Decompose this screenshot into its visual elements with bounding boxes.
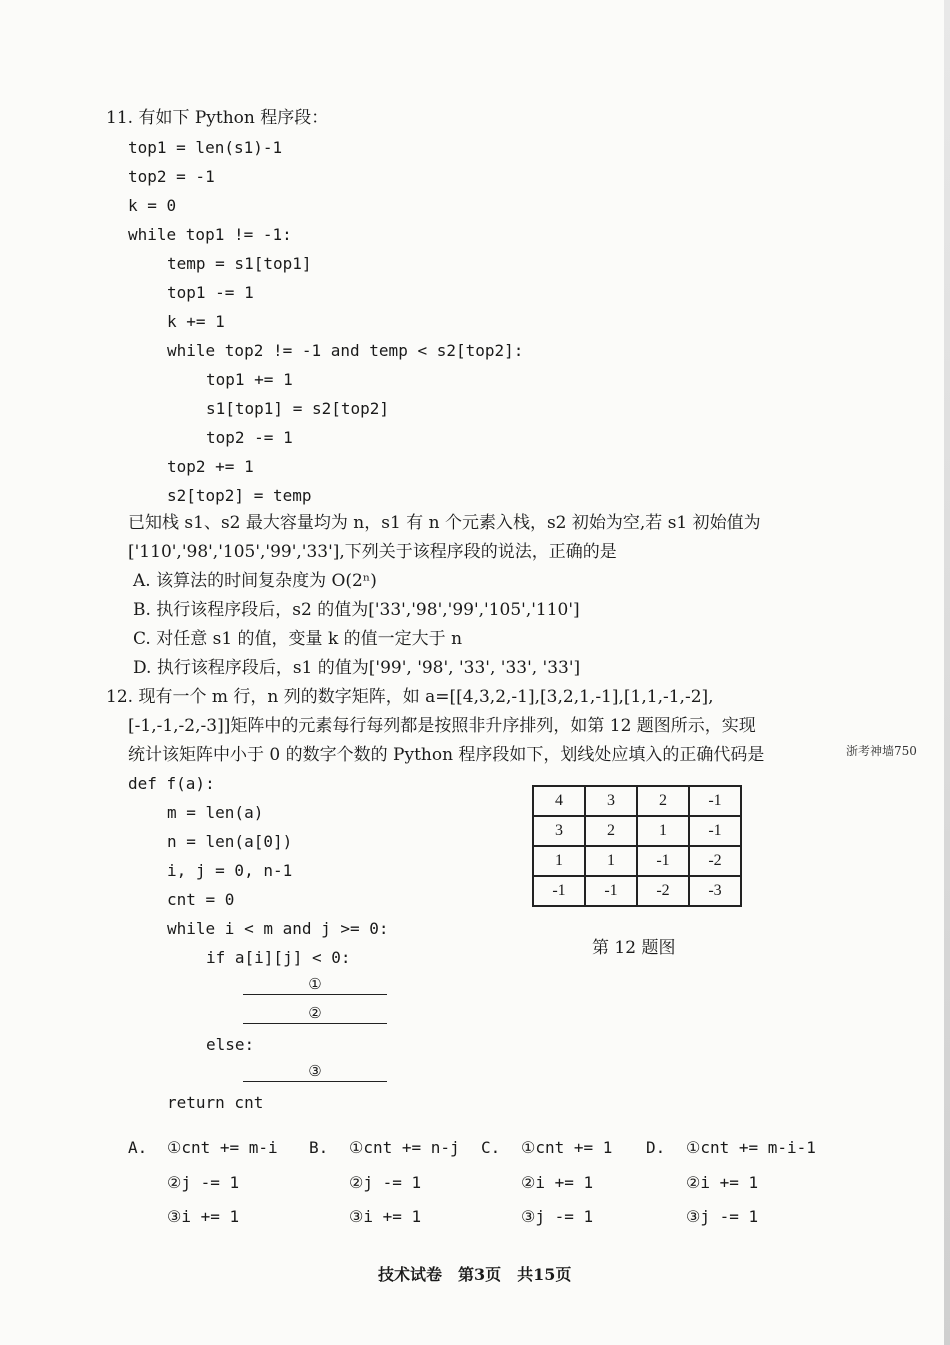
answer-blank-1: ①: [243, 974, 387, 995]
choice-d-letter: D.: [646, 1138, 666, 1157]
q11-code-line: top2 = -1: [128, 167, 215, 186]
q11-code-line: top1 += 1: [206, 370, 293, 389]
matrix-row: [533, 816, 741, 846]
q11-code-line: top1 -= 1: [167, 283, 254, 302]
q11-description: 已知栈 s1、s2 最大容量均为 n，s1 有 n 个元素入栈，s2 初始为空,若 s1 初始值为: [128, 513, 761, 533]
choice-a-letter: A.: [128, 1138, 148, 1157]
watermark-note: 浙考神墙750: [846, 744, 917, 758]
matrix-cell: -1: [585, 876, 637, 906]
choice-a-line3: ③i += 1: [167, 1207, 240, 1226]
matrix-cell: 1: [533, 846, 585, 876]
answer-blank-2: ②: [243, 1003, 387, 1024]
matrix-row: [533, 876, 741, 906]
choice-d-line3: ③j -= 1: [686, 1207, 759, 1226]
matrix-row: [533, 846, 741, 876]
matrix-cell: 1: [585, 846, 637, 876]
choice-d-line1: ①cnt += m-i-1: [686, 1138, 816, 1157]
matrix-cell: -2: [637, 876, 689, 906]
q12-stem: 统计该矩阵中小于 0 的数字个数的 Python 程序段如下，划线处应填入的正确代码是: [128, 745, 765, 765]
choice-c-letter: C.: [481, 1138, 501, 1157]
matrix-row: [533, 786, 741, 816]
q12-stem: [-1,-1,-2,-3]]矩阵中的元素每行每列都是按照非升序排列，如第 12 题图所示，实现: [128, 716, 756, 736]
q11-title: 11. 有如下 Python 程序段：: [106, 108, 329, 128]
matrix-cell: -1: [689, 786, 741, 816]
matrix-cell: -2: [689, 846, 741, 876]
choice-a-line1: ①cnt += m-i: [167, 1138, 278, 1157]
q12-code-line: if a[i][j] < 0:: [206, 948, 351, 967]
q11-code-line: temp = s1[top1]: [167, 254, 312, 273]
q12-code-line: i, j = 0, n-1: [167, 861, 293, 880]
q12-code-line: n = len(a[0]): [167, 832, 293, 851]
matrix-cell: -1: [533, 876, 585, 906]
matrix-cell: 2: [585, 816, 637, 846]
page-footer: 技术试卷 第3页 共15页: [378, 1265, 572, 1284]
q11-option-d: D. 执行该程序段后，s1 的值为['99', '98', '33', '33', '33']: [133, 658, 581, 678]
choice-c-line2: ②i += 1: [521, 1173, 594, 1192]
q11-code-line: top1 = len(s1)-1: [128, 138, 283, 157]
matrix-cell: -3: [689, 876, 741, 906]
choice-b-line1: ①cnt += n-j: [349, 1138, 460, 1157]
choice-c-line1: ①cnt += 1: [521, 1138, 613, 1157]
q12-code-line: def f(a):: [128, 774, 215, 793]
choice-d-line2: ②i += 1: [686, 1173, 759, 1192]
matrix-cell: 3: [533, 816, 585, 846]
matrix-cell: -1: [637, 846, 689, 876]
q12-stem: 12. 现有一个 m 行，n 列的数字矩阵，如 a=[[4,3,2,-1],[3,2,1,-1],[1,1,-1,-2],: [106, 687, 714, 707]
matrix-cell: -1: [689, 816, 741, 846]
answer-blank-3: ③: [243, 1061, 387, 1082]
q11-option-b: B. 执行该程序段后，s2 的值为['33','98','99','105','110']: [133, 600, 580, 620]
q12-code-line: cnt = 0: [167, 890, 235, 909]
matrix-cell: 4: [533, 786, 585, 816]
q11-option-c: C. 对任意 s1 的值，变量 k 的值一定大于 n: [133, 629, 463, 649]
page-edge-shadow: [944, 0, 950, 1345]
q11-code-line: top2 += 1: [167, 457, 254, 476]
choice-b-line2: ②j -= 1: [349, 1173, 422, 1192]
q11-code-line: while top2 != -1 and temp < s2[top2]:: [167, 341, 524, 360]
choice-b-letter: B.: [309, 1138, 329, 1157]
figure-caption: 第 12 题图: [592, 938, 676, 958]
q11-code-line: s1[top1] = s2[top2]: [206, 399, 390, 418]
matrix-cell: 3: [585, 786, 637, 816]
q11-description: ['110','98','105','99','33'],下列关于该程序段的说法，正确的是: [128, 542, 617, 562]
q11-code-line: s2[top2] = temp: [167, 486, 312, 505]
q12-code-line: return cnt: [167, 1093, 264, 1112]
q11-code-line: k = 0: [128, 196, 177, 215]
q11-code-line: k += 1: [167, 312, 225, 331]
matrix-cell: 2: [637, 786, 689, 816]
q12-code-line: m = len(a): [167, 803, 264, 822]
choice-b-line3: ③i += 1: [349, 1207, 422, 1226]
matrix-figure: [532, 785, 742, 907]
q12-code-line: while i < m and j >= 0:: [167, 919, 389, 938]
q11-code-line: while top1 != -1:: [128, 225, 292, 244]
q11-code-line: top2 -= 1: [206, 428, 293, 447]
choice-a-line2: ②j -= 1: [167, 1173, 240, 1192]
matrix-cell: 1: [637, 816, 689, 846]
choice-c-line3: ③j -= 1: [521, 1207, 594, 1226]
q12-code-line: else:: [206, 1035, 255, 1054]
q11-option-a: A. 该算法的时间复杂度为 O(2ⁿ): [133, 571, 377, 591]
